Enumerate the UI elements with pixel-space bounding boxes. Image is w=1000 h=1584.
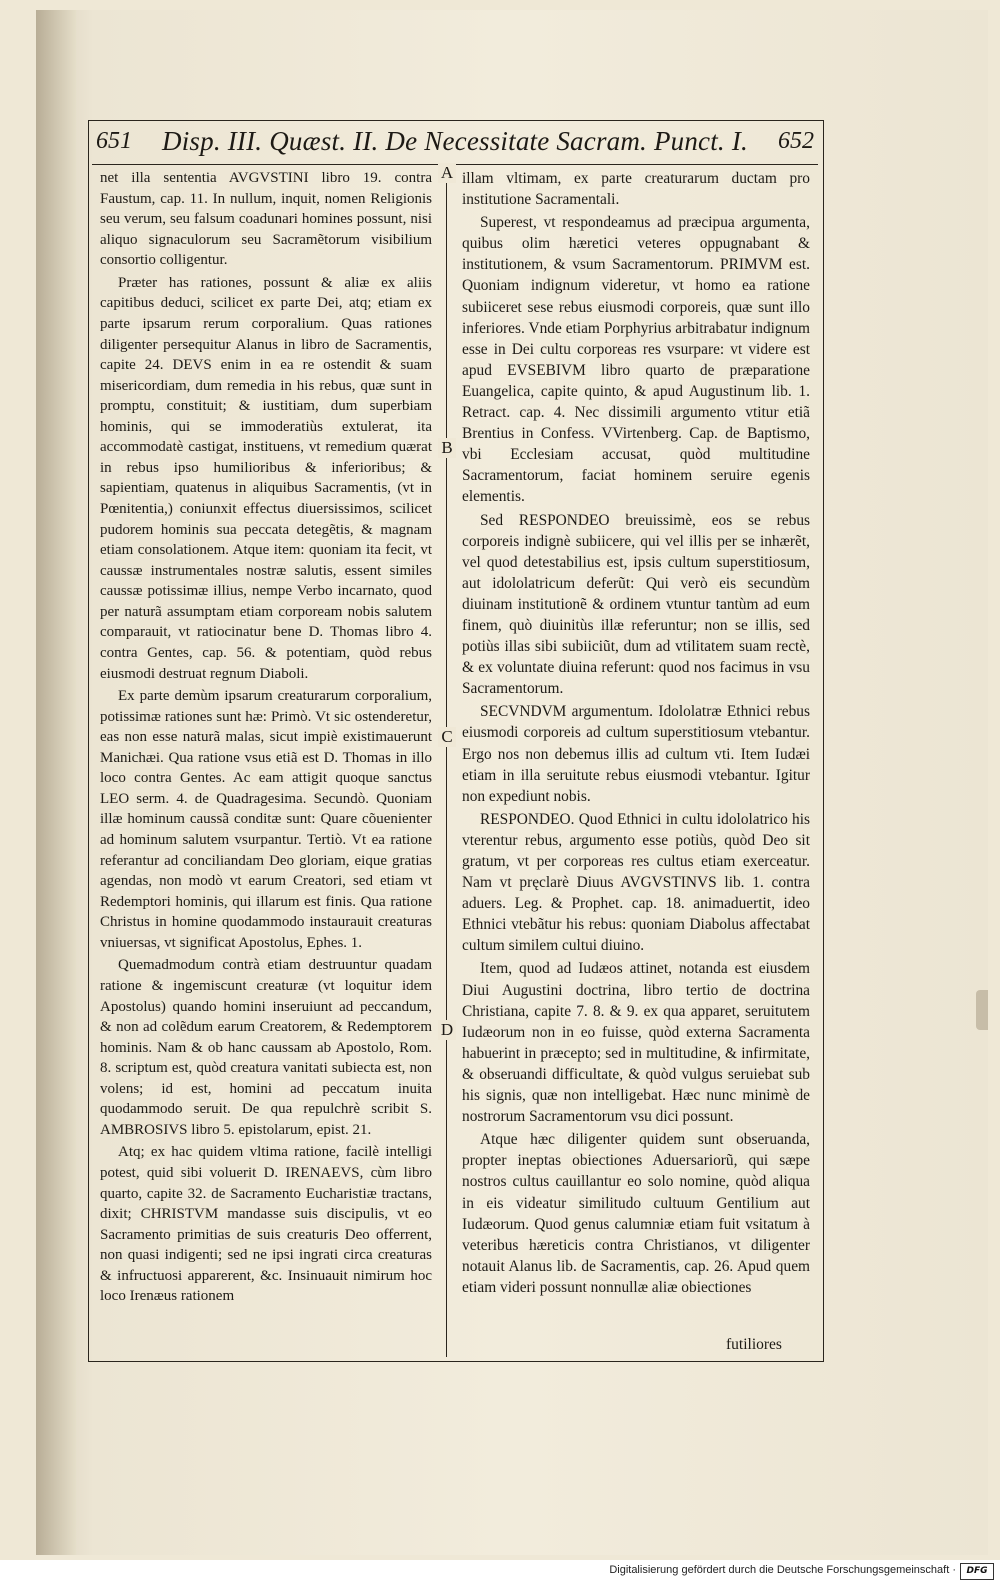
margin-letter-c: C [438, 727, 456, 747]
paragraph: Item, quod ad Iudæos attinet, notanda est eiusdem Diui Augustini doctrina, libro tertio de doctrina Christiana, capite 7. 8. & 9. ex qua apparet, seruitutem Iudæorum non in eo fuisse, quòd externa Sacramenta habuerint in præcepto; sed in multitudine, & infirmitate, & obseruandi difficultate, & quòd vulgus seruiebat sub his signis, quæ non intelligebat. Hæc nunc minimè de nostrorum Sacramentorum vsu dici possunt. [462, 960, 810, 1126]
paragraph: Quemadmodum contrà etiam destruuntur quadam ratione & ingemiscunt creaturæ (vt loquitur idem Apostolus) quando homini inseruiunt ad peccandum, & non ad colẽdum earum Creatorem, & Redemptorem hominis. Nam & ob hanc caussam ab Apostolo, Rom. 8. scriptum est, quòd creatura vanitati subiecta est, non volens; id est, homini ad peccatum inuita quodammodo seruit. De qua repulchrè scribit S. AMBROSIVS libro 5. epistolarum, epist. 21. [100, 957, 432, 1138]
paragraph: illam vltimam, ex parte creaturarum ductam pro institutione Sacramentali. [462, 170, 810, 209]
paragraph: Superest, vt respondeamus ad præcipua argumenta, quibus olim hæretici veteres oppugnabant & institutionem, & vsum Sacramentorum. PRIMVM est. Quoniam indignum videretur, vt homo ea ratione subiiceret sese rebus eiusmodi corporeis, quæ sunt illo inferiores. Vnde etiam Porphyrius arbitrabatur indignum esse in Dei cultu corporeas res vsurpare: vt videre est apud EVSEBIVM libro quarto de præparatione Euangelica, capite quinto, & apud Augustinum lib. 1. Retract. cap. 4. Nec dissimili argumento vtitur etiã Brentius in Confess. VVirtenberg. Cap. de Baptismo, vbi Ecclesiam accusat, quòd multitudine Sacramentorum, faciat hominem seruire egenis elementis. [462, 214, 810, 506]
gutter-shadow [36, 10, 76, 1555]
page-number-right: 652 [778, 128, 814, 154]
funding-notice: Digitalisierung gefördert durch die Deutsche Forschungsgemeinschaft · [609, 1564, 956, 1576]
paragraph: net illa sententia AVGVSTINI libro 19. contra Faustum, cap. 11. In nullum, inquit, nomen Religionis seu verum, seu falsum coadunari homines possunt, nisi aliquo signaculorum seu Sacramẽtorum visibilium consortio colligentur. [100, 170, 432, 269]
paragraph: Ex parte demùm ipsarum creaturarum corporalium, potissimæ rationes sunt hæ: Primò. Vt sic ostenderetur, eas non esse naturã malas, sicut impiè existimauerunt Manichæi. Qua ratione vsus etiã est D. Thomas in illo loco contra Gentes. Ac eam attigit quoque sanctus LEO serm. 4. de Quadragesima. Secundò. Quoniam illæ hominum caussã conditæ sunt: Quare cõuenienter ad hominum salutem vsurpantur. Tertiò. Vt ea ratione referantur ad conciliandam Deo gloriam, eique gratias agendas, non modò vt earum Creatori, sed etiam vt Redemptori hominis, qui illarum est finis. Qua ratione Christus in homine quodammodo instaurauit creaturas vniuersas, vt significat Apostolus, Ephes. 1. [100, 688, 432, 951]
catchword: futiliores [726, 1336, 782, 1353]
paragraph: RESPONDEO. Quod Ethnici in cultu idololatrico his vterentur rebus, argumento esse potiùs, quòd Deo sit gratum, vt per corporeas res cultus etiam exerceatur. Nam vt pręclarè Diuus AVGVSTINVS lib. 1. contra aduers. Leg. & Prophet. cap. 18. animaduertit, ideo Ethnici vtebãtur his rebus: quoniam Diabolus affectabat cultum similem cultui diuino. [462, 810, 810, 955]
paragraph: Sed RESPONDEO breuissimè, eos se rebus corporeis indignè subiicere, qui vel illis per se inhærẽt, vel quod detestabilius est, ipsis cultum superstitiosum, aut idololatricum deferũt: Qui verò eis secundùm diuinam institutionẽ & ordinem vtuntur tantùm ad eum finem, quò diuinitùs illæ referuntur; non se illis, sed potiùs illas sibi subiiciũt, dum ad vtilitatem suam rectè, & ex voluntate diuina referunt: quod nos facimus in vsu Sacramentorum. [462, 511, 810, 698]
footer-bar [0, 1560, 1000, 1584]
left-column [100, 168, 432, 1309]
paragraph: Atq; ex hac quidem vltima ratione, facilè intelligi potest, quid sibi voluerit D. IRENAEVS, cùm libro quarto, capite 32. de Sacramento Eucharistiæ tractans, dixit; CHRISTVM mandasse suis discipulis, vt eo Sacramento primitias de suis creaturis Deo offerrent, non quasi indigenti; sed ne ipsi ingrati circa creaturas & infructuosi apparerent, &c. Insinuauit nimirum hoc loco Irenæus rationem [100, 1144, 432, 1305]
page-number-left: 651 [96, 128, 132, 154]
paragraph: SECVNDVM argumentum. Idololatræ Ethnici rebus eiusmodi corporeis ad cultum superstitiosum vtebantur. Ergo nos non debemus illis ad cultum vti. Item Iudæi etiam in illa seruitute rebus eiusmodi vtebantur. Igitur non expediunt nobis. [462, 703, 810, 805]
paragraph: Atque hæc diligenter quidem sunt obseruanda, propter ineptas obiectiones Aduersariorũ, qui sæpe nostros cultus cauillantur eo solo nomine, quòd aliqua in eis videatur similitudo cultuum Gentilium aut Iudæorum. Quod genus calumniæ etiam fuit vsitatum à veteribus hæreticis contra Christianos, vt diligenter notauit Alanus lib. de Sacramentis, cap. 26. Apud quem etiam videri possunt nonnullæ aliæ obiectiones [462, 1131, 810, 1296]
paragraph: Præter has rationes, possunt & aliæ ex aliis capitibus deduci, scilicet ex parte Dei, atq; etiam ex parte ipsarum rerum corporalium. Quas rationes diligenter persequitur Alanus in libro de Sacramentis, capite 24. DEVS enim in ea re ostendit & suam misericordiam, dum remedia in his rebus, quæ sunt in promptu, constituit; & iustitiam, dum superbiam hominis, qui se immoderatiùs extulerat, ita accommodatè castigat, instituens, vt remedium quærat in rebus ipso humilioribus & inferioribus; & sapientiam, quatenus in aliquibus Sacramentis, (vt in Pœnitentia,) coniunxit effectus diuersissimos, scilicet pudorem hominis sua peccata detegẽtis, & magnam etiam consolationem. Atque item: quoniam ita fecit, vt caussæ instrumentales nostræ salutis, essent similes caussæ potissimæ illius, nempe Verbo incarnato, quod per naturã assumptam etiam corpoream nobis salutem comparauit, vt ratiocinatur bene D. Thomas libro 4. contra Gentes, cap. 56. & potentiam, quòd rebus eiusmodi destruat regnum Diaboli. [100, 274, 432, 682]
margin-letter-d: D [438, 1020, 456, 1040]
margin-letter-a: A [438, 163, 456, 183]
right-column [462, 168, 810, 1300]
running-title: Disp. III. Quæst. II. De Necessitate Sacram. Punct. I. [162, 126, 748, 156]
margin-letter-b: B [438, 438, 456, 458]
dfg-logo[interactable]: DFG [960, 1563, 994, 1580]
book-clasp [976, 990, 988, 1030]
column-divider [446, 165, 447, 1357]
running-header [92, 124, 818, 165]
